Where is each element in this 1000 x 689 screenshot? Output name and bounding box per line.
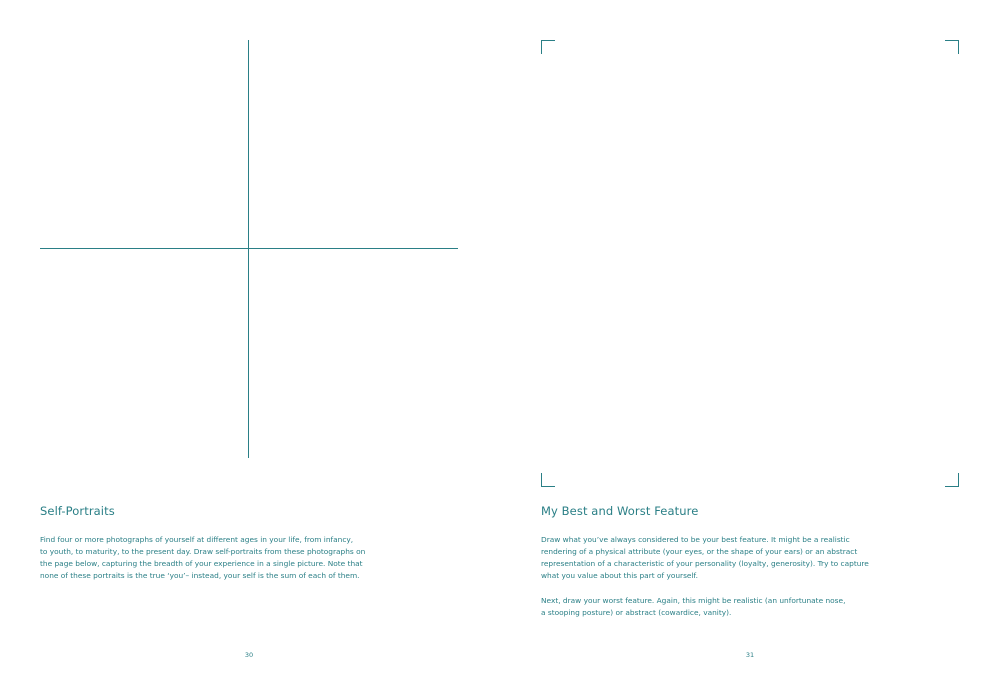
- left-page-title: Self-Portraits: [40, 504, 115, 518]
- right-page-title: My Best and Worst Feature: [541, 504, 699, 518]
- paragraph-gap: [541, 582, 869, 595]
- left-page-number: 30: [244, 651, 254, 659]
- right-body-line: Next, draw your worst feature. Again, this might be realistic (an unfortunate nose,: [541, 596, 846, 605]
- right-page-number: 31: [745, 651, 755, 659]
- right-body-line: what you value about this part of yourself.: [541, 571, 698, 580]
- left-body-line: none of these portraits is the true ‘you’– instead, your self is the sum of each of them.: [40, 571, 360, 580]
- crop-mark-top-right: [945, 40, 959, 54]
- left-page-body: [40, 534, 365, 582]
- crop-mark-top-left: [541, 40, 555, 54]
- right-page-body: [541, 534, 869, 619]
- right-body-line: representation of a characteristic of your personality (loyalty, generosity). Try to capture: [541, 559, 869, 568]
- left-body-line: the page below, capturing the breadth of your experience in a single picture. Note that: [40, 559, 363, 568]
- left-body-line: to youth, to maturity, to the present day. Draw self-portraits from these photographs on: [40, 547, 366, 556]
- crosshair-vertical-line: [248, 40, 249, 458]
- crop-mark-bottom-left: [541, 473, 555, 487]
- right-body-line: a stooping posture) or abstract (cowardice, vanity).: [541, 608, 732, 617]
- left-body-line: Find four or more photographs of yourself at different ages in your life, from infancy,: [40, 535, 354, 544]
- crosshair-horizontal-line: [40, 248, 458, 249]
- right-body-line: Draw what you’ve always considered to be your best feature. It might be a realistic: [541, 535, 850, 544]
- right-body-line: rendering of a physical attribute (your eyes, or the shape of your ears) or an abstract: [541, 547, 858, 556]
- crop-mark-bottom-right: [945, 473, 959, 487]
